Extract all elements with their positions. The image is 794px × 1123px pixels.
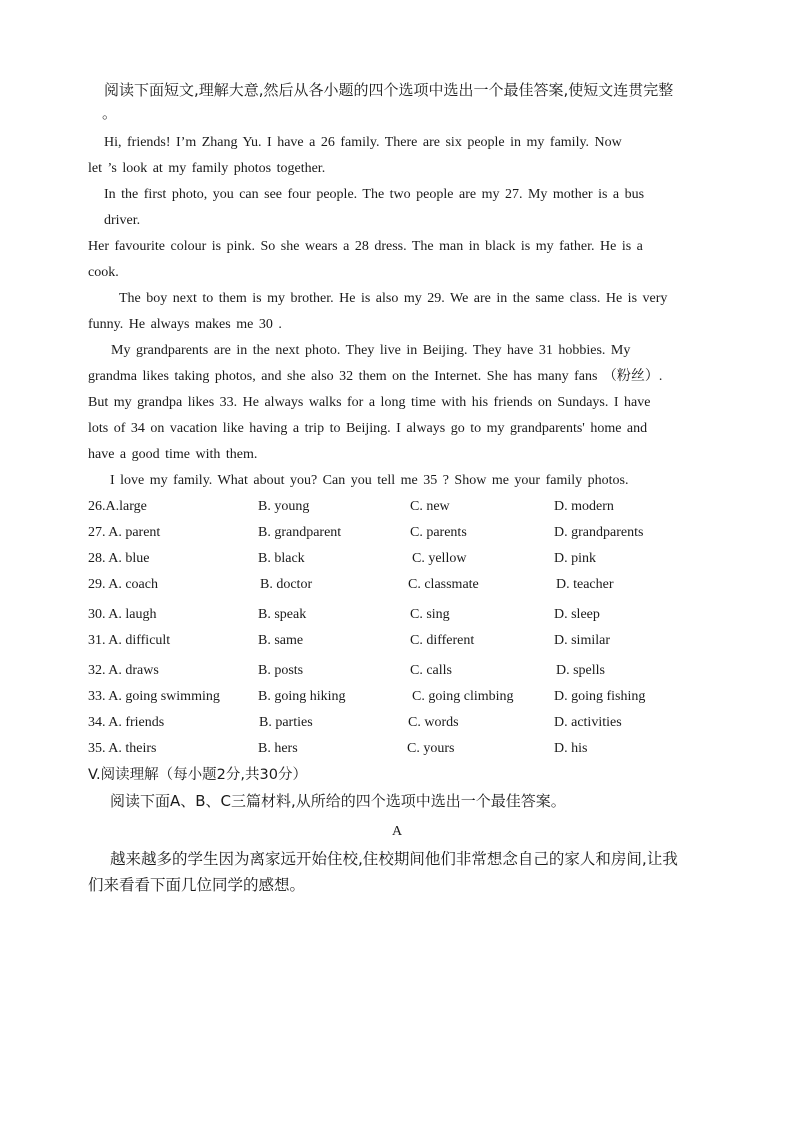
option-c: C. different — [410, 633, 475, 648]
option-d: D. going fishing — [554, 689, 646, 704]
option-c: C. yellow — [412, 551, 467, 566]
question-number: 27. — [88, 525, 106, 540]
option-d: D. pink — [554, 551, 596, 566]
option-a: A. going swimming — [108, 689, 220, 704]
question-number: 35. — [88, 741, 106, 756]
option-a: A. coach — [108, 577, 158, 592]
question-33 — [88, 688, 220, 706]
passage-line: I love my family. What about you? Can you tell me 35 ? Show me your family photos. — [110, 473, 629, 488]
option-d: D. activities — [554, 715, 622, 730]
reading-instruction: 阅读下面A、B、C三篇材料,从所给的四个选项中选出一个最佳答案。 — [110, 792, 566, 810]
question-26 — [88, 498, 147, 516]
question-number: 30. — [88, 607, 106, 622]
passage-line: The boy next to them is my brother. He is also my 29. We are in the same class. He is very — [119, 291, 668, 306]
option-b: B. same — [258, 633, 304, 648]
passage-line: grandma likes taking photos, and she also 32 them on the Internet. She has many fans （粉丝）. — [88, 369, 663, 384]
passage-line: funny. He always makes me 30 . — [88, 317, 282, 332]
option-c: C. new — [410, 499, 450, 514]
question-number: 29. — [88, 577, 106, 592]
option-b: B. speak — [258, 607, 307, 622]
option-c: C. calls — [410, 663, 452, 678]
option-a: A. draws — [108, 663, 159, 678]
option-b: B. grandparent — [258, 525, 342, 540]
option-a: A. theirs — [108, 741, 157, 756]
question-number: 34. — [88, 715, 106, 730]
question-32 — [88, 662, 159, 680]
passage-line: But my grandpa likes 33. He always walks for a long time with his friends on Sundays. I have — [88, 395, 651, 410]
option-a: A. laugh — [108, 607, 157, 622]
option-c: C. going climbing — [412, 689, 514, 704]
question-27 — [88, 524, 160, 542]
passage-intro-line: 们来看看下面几位同学的感想。 — [88, 876, 306, 894]
option-b: B. black — [258, 551, 305, 566]
passage-line: driver. — [104, 213, 141, 228]
passage-line: cook. — [88, 265, 119, 280]
option-b: B. hers — [258, 741, 298, 756]
option-c: C. sing — [410, 607, 450, 622]
passage-line: My grandparents are in the next photo. They live in Beijing. They have 31 hobbies. My — [111, 343, 631, 358]
passage-line: let ’s look at my family photos together. — [88, 161, 326, 176]
option-a: A. friends — [108, 715, 165, 730]
cloze-instruction: 阅读下面短文,理解大意,然后从各小题的四个选项中选出一个最佳答案,使短文连贯完整 — [104, 81, 674, 99]
option-b: B. going hiking — [258, 689, 346, 704]
option-b: B. young — [258, 499, 310, 514]
passage-intro-line: 越来越多的学生因为离家远开始住校,住校期间他们非常想念自己的家人和房间,让我 — [110, 850, 678, 868]
option-d: D. modern — [554, 499, 614, 514]
question-number: 33. — [88, 689, 106, 704]
option-b: B. posts — [258, 663, 304, 678]
question-number: 26. — [88, 499, 106, 514]
question-number: 31. — [88, 633, 106, 648]
option-a: A. parent — [108, 525, 161, 540]
question-35 — [88, 740, 156, 758]
option-a: A. difficult — [108, 633, 171, 648]
option-a: A. blue — [108, 551, 150, 566]
passage-line: lots of 34 on vacation like having a trip to Beijing. I always go to my grandparents' home and — [88, 421, 648, 436]
option-d: D. spells — [556, 663, 605, 678]
question-28 — [88, 550, 149, 568]
option-d: D. similar — [554, 633, 610, 648]
question-number: 28. — [88, 551, 106, 566]
option-d: D. sleep — [554, 607, 600, 622]
option-b: B. doctor — [260, 577, 313, 592]
option-a: A.large — [105, 499, 147, 514]
question-29 — [88, 576, 158, 594]
cloze-instruction-tail: 。 — [102, 104, 118, 122]
option-c: C. yours — [407, 741, 455, 756]
passage-line: Hi, friends! I’m Zhang Yu. I have a 26 family. There are six people in my family. Now — [104, 135, 622, 150]
passage-line: In the first photo, you can see four people. The two people are my 27. My mother is a bus — [104, 187, 645, 202]
option-c: C. parents — [410, 525, 467, 540]
option-c: C. words — [408, 715, 459, 730]
section-heading: V.阅读理解（每小题2分,共30分） — [88, 767, 307, 783]
passage-line: Her favourite colour is pink. So she wears a 28 dress. The man in black is my father. He is a — [88, 239, 643, 254]
passage-line: have a good time with them. — [88, 447, 258, 462]
passage-label: A — [391, 824, 403, 839]
question-34 — [88, 714, 164, 732]
question-30 — [88, 606, 156, 624]
option-d: D. teacher — [556, 577, 614, 592]
question-31 — [88, 632, 170, 650]
question-number: 32. — [88, 663, 106, 678]
option-d: D. his — [554, 741, 588, 756]
option-c: C. classmate — [408, 577, 479, 592]
option-b: B. parties — [259, 715, 313, 730]
option-d: D. grandparents — [554, 525, 644, 540]
